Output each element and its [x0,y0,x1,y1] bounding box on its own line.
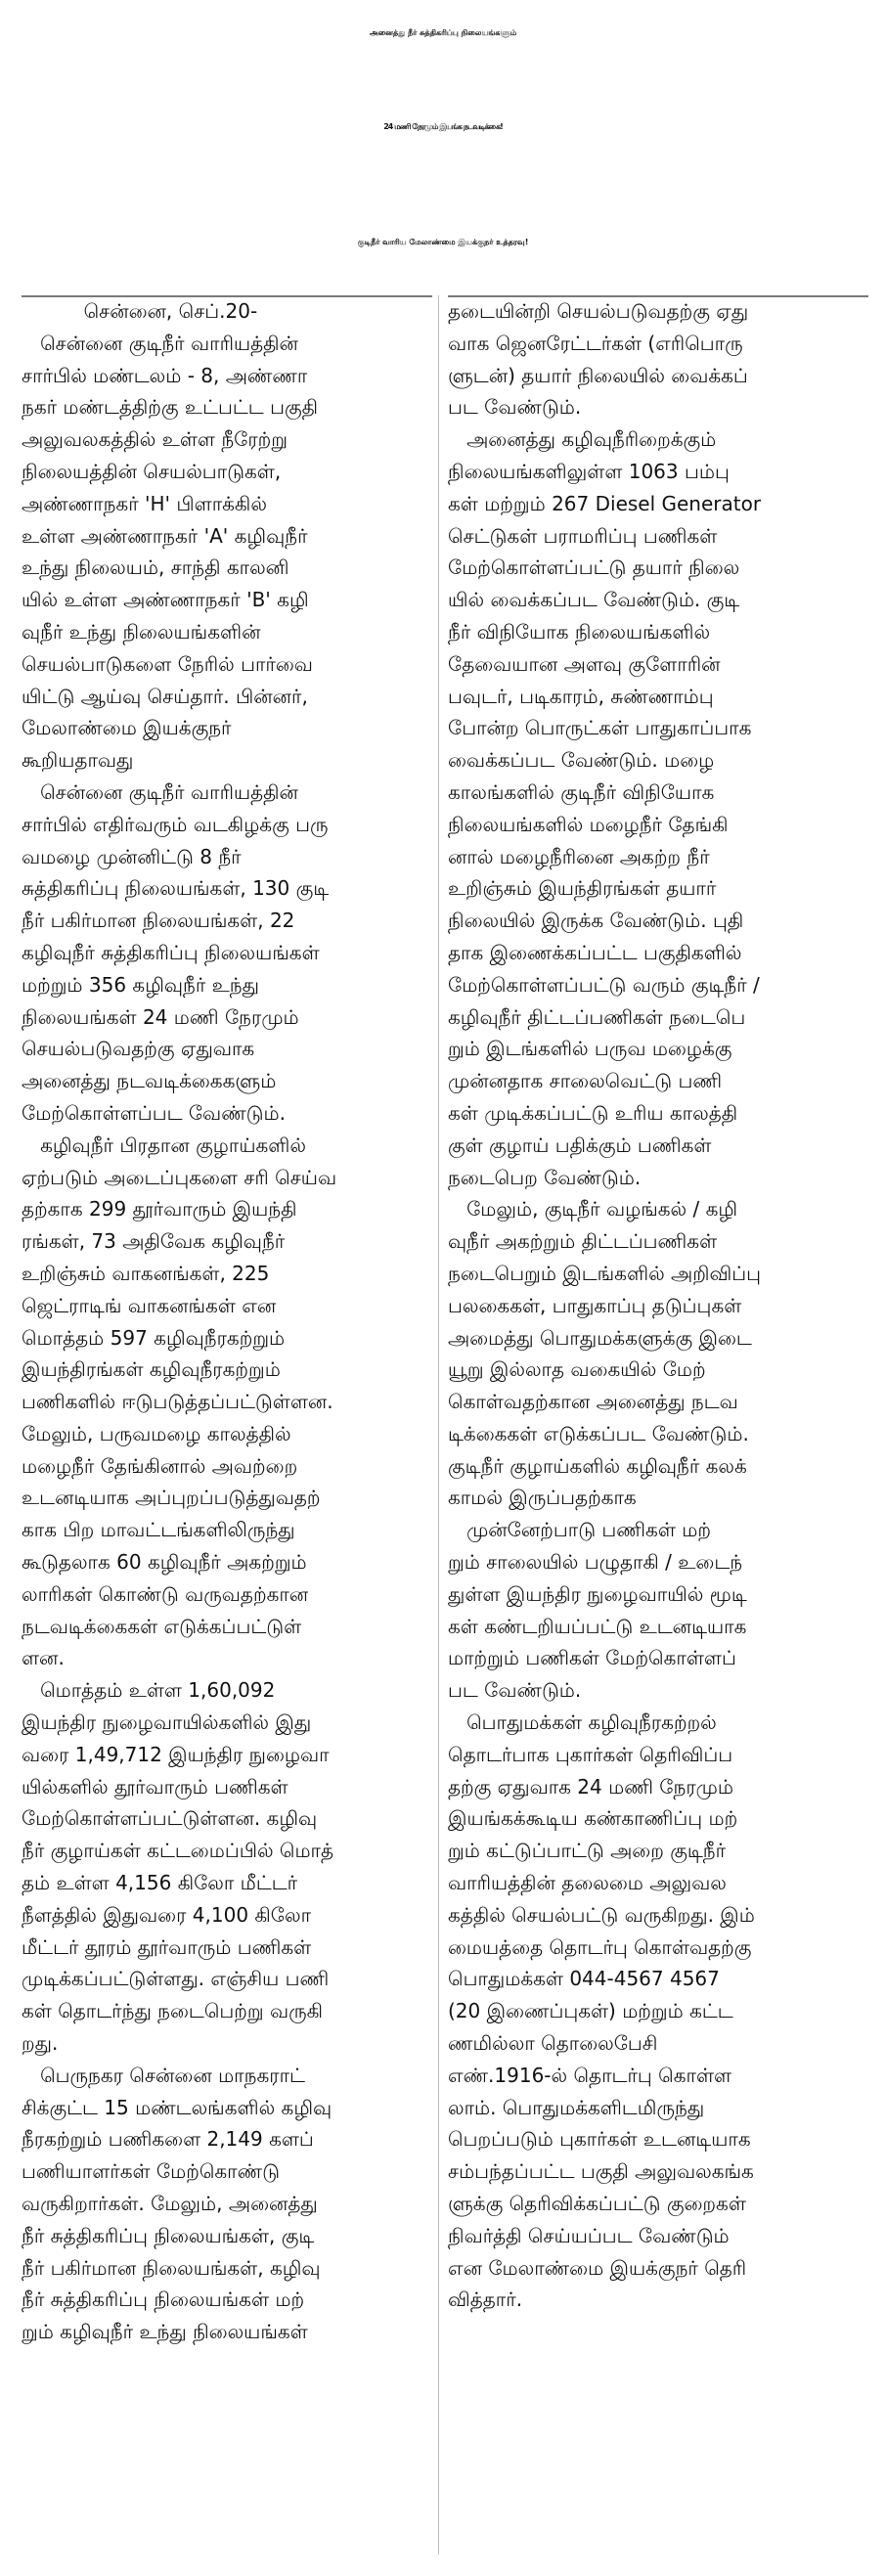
article-body-left-column: சென்னை, செப்.20- சென்னை குடிநீர் வாரியத்தின் சார்பில் மண்டலம் - 8, அண்ணா நகர் மண்டத்திற்கு உட்பட்ட பகுதி அலுவலகத்தில் உள்ள நீரேற்று நிலையத்தின் செயல்பாடுகள், அண்ணாநகர் 'H' பிளாக்கில் உள்ள அண்ணாநகர் 'A' கழிவுநீர் உந்து நிலையம், சாந்தி காலனி யில் உள்ள அண்ணாநகர் 'B' கழி வுநீர் உந்து நிலையங்களின் செயல்பாடுகளை நேரில் பார்வை யிட்டு ஆய்வு செய்தார். பின்னர், மேலாண்மை இயக்குநர் கூறியதாவது சென்னை குடிநீர் வாரியத்தின் சார்பில் எதிர்வரும் வடகிழக்கு பரு வமழை முன்னிட்டு 8 நீர் சுத்திகரிப்பு நிலையங்கள், 130 குடி நீர் பகிர்மான நிலையங்கள், 22 கழிவுநீர் சுத்திகரிப்பு நிலையங்கள் மற்றும் 356 கழிவுநீர் உந்து நிலையங்கள் 24 மணி நேரமும் செயல்படுவதற்கு ஏதுவாக அனைத்து நடவடிக்கைகளும் மேற்கொள்ளப்பட வேண்டும். கழிவுநீர் பிரதான குழாய்களில் ஏற்படும் அடைப்புகளை சரி செய்வ தற்காக 299 தூர்வாரும் இயந்தி ரங்கள், 73 அதிவேக கழிவுநீர் உறிஞ்சும் வாகனங்கள், 225 ஜெட்ராடிங் வாகனங்கள் என மொத்தம் 597 கழிவுநீரகற்றும் இயந்திரங்கள் கழிவுநீரகற்றும் பணிகளில் ஈடுபடுத்தப்பட்டுள்ளன. மேலும், பருவமழை காலத்தில் மழைநீர் தேங்கினால் அவற்றை உடனடியாக அப்புறப்படுத்துவதற் காக பிற மாவட்டங்களிலிருந்து கூடுதலாக 60 கழிவுநீர் அகற்றும் லாரிகள் கொண்டு வருவதற்கான நடவடிக்கைகள் எடுக்கப்பட்டுள் ளன. மொத்தம் உள்ள 1,60,092 இயந்திர நுழைவாயில்களில் இது வரை 1,49,712 இயந்திர நுழைவா யில்களில் தூர்வாரும் பணிகள் மேற்கொள்ளப்பட்டுள்ளன. கழிவு நீர் குழாய்கள் கட்டமைப்பில் மொத் தம் உள்ள 4,156 கிலோ மீட்டர் நீளத்தில் இதுவரை 4,100 கிலோ மீட்டர் தூரம் தூர்வாரும் பணிகள் முடிக்கப்பட்டுள்ளது. எஞ்சிய பணி கள் தொடர்ந்து நடைபெற்று வருகி றது. பெருநகர சென்னை மாநகராட் சிக்குட்ட 15 மண்டலங்களில் கழிவு நீரகற்றும் பணிகளை 2,149 களப் பணியாளர்கள் மேற்கொண்டு வருகிறார்கள். மேலும், அனைத்து நீர் சுத்திகரிப்பு நிலையங்கள், குடி நீர் பகிர்மான நிலையங்கள், கழிவு நீர் சுத்திகரிப்பு நிலையங்கள் மற் றும் கழிவுநீர் உந்து நிலையங்கள் [22,299,337,2344]
sub-headline: குடிநீர் வாரிய மேலாண்மை இயக்குநர் உத்தரவு! [357,238,529,246]
main-headline: 24 மணி நேரமும் இயங்க நடவடிக்கை! [383,122,503,131]
article-body-right-column: தடையின்றி செயல்படுவதற்கு ஏது வாக ஜெனரேட்டர்கள் (எரிபொரு ளுடன்) தயார் நிலையில் வைக்கப் பட வேண்டும். அனைத்து கழிவுநீரிறைக்கும் நிலையங்களிலுள்ள 1063 பம்பு கள் மற்றும் 267 Diesel Generator செட்டுகள் பராமரிப்பு பணிகள் மேற்கொள்ளப்பட்டு தயார் நிலை யில் வைக்கப்பட வேண்டும். குடி நீர் விநியோக நிலையங்களில் தேவையான அளவு குளோரின் பவுடர், படிகாரம், சுண்ணாம்பு போன்ற பொருட்கள் பாதுகாப்பாக வைக்கப்பட வேண்டும். மழை காலங்களில் குடிநீர் விநியோக நிலையங்களில் மழைநீர் தேங்கி னால் மழைநீரினை அகற்ற நீர் உறிஞ்சும் இயந்திரங்கள் தயார் நிலையில் இருக்க வேண்டும். புதி தாக இணைக்கப்பட்ட பகுதிகளில் மேற்கொள்ளப்பட்டு வரும் குடிநீர் / கழிவுநீர் திட்டப்பணிகள் நடைபெ றும் இடங்களில் பருவ மழைக்கு முன்னதாக சாலைவெட்டு பணி கள் முடிக்கப்பட்டு உரிய காலத்தி குள் குழாய் பதிக்கும் பணிகள் நடைபெற வேண்டும். மேலும், குடிநீர் வழங்கல் / கழி வுநீர் அகற்றும் திட்டப்பணிகள் நடைபெறும் இடங்களில் அறிவிப்பு பலகைகள், பாதுகாப்பு தடுப்புகள் அமைத்து பொதுமக்களுக்கு இடை யூறு இல்லாத வகையில் மேற் கொள்வதற்கான அனைத்து நடவ டிக்கைகள் எடுக்கப்பட வேண்டும். குடிநீர் குழாய்களில் கழிவுநீர் கலக் காமல் இருப்பதற்காக முன்னேற்பாடு பணிகள் மற் றும் சாலையில் பழுதாகி / உடைந் துள்ள இயந்திர நுழைவாயில் மூடி கள் கண்டறியப்பட்டு உடனடியாக மாற்றும் பணிகள் மேற்கொள்ளப் பட வேண்டும். பொதுமக்கள் கழிவுநீரகற்றல் தொடர்பாக புகார்கள் தெரிவிப்ப தற்கு ஏதுவாக 24 மணி நேரமும் இயங்கக்கூடிய கண்காணிப்பு மற் றும் கட்டுப்பாட்டு அறை குடிநீர் வாரியத்தின் தலைமை அலுவல கத்தில் செயல்பட்டு வருகிறது. இம் மையத்தை தொடர்பு கொள்வதற்கு பொதுமக்கள் 044-4567 4567 (20 இணைப்புகள்) மற்றும் கட்ட ணமில்லா தொலைபேசி எண்.1916-ல் தொடர்பு கொள்ள லாம். பொதுமக்களிடமிருந்து பெறப்படும் புகார்கள் உடனடியாக சம்பந்தப்பட்ட பகுதி அலுவலகங்க ளுக்கு தெரிவிக்கப்பட்டு குறைகள் நிவர்த்தி செய்யப்பட வேண்டும் என மேலாண்மை இயக்குநர் தெரி வித்தார். [448,299,762,2312]
headline-kicker: அனைத்து நீர் சுத்திகரிப்பு நிலையங்களும் [369,28,517,37]
column-divider [438,295,439,2554]
